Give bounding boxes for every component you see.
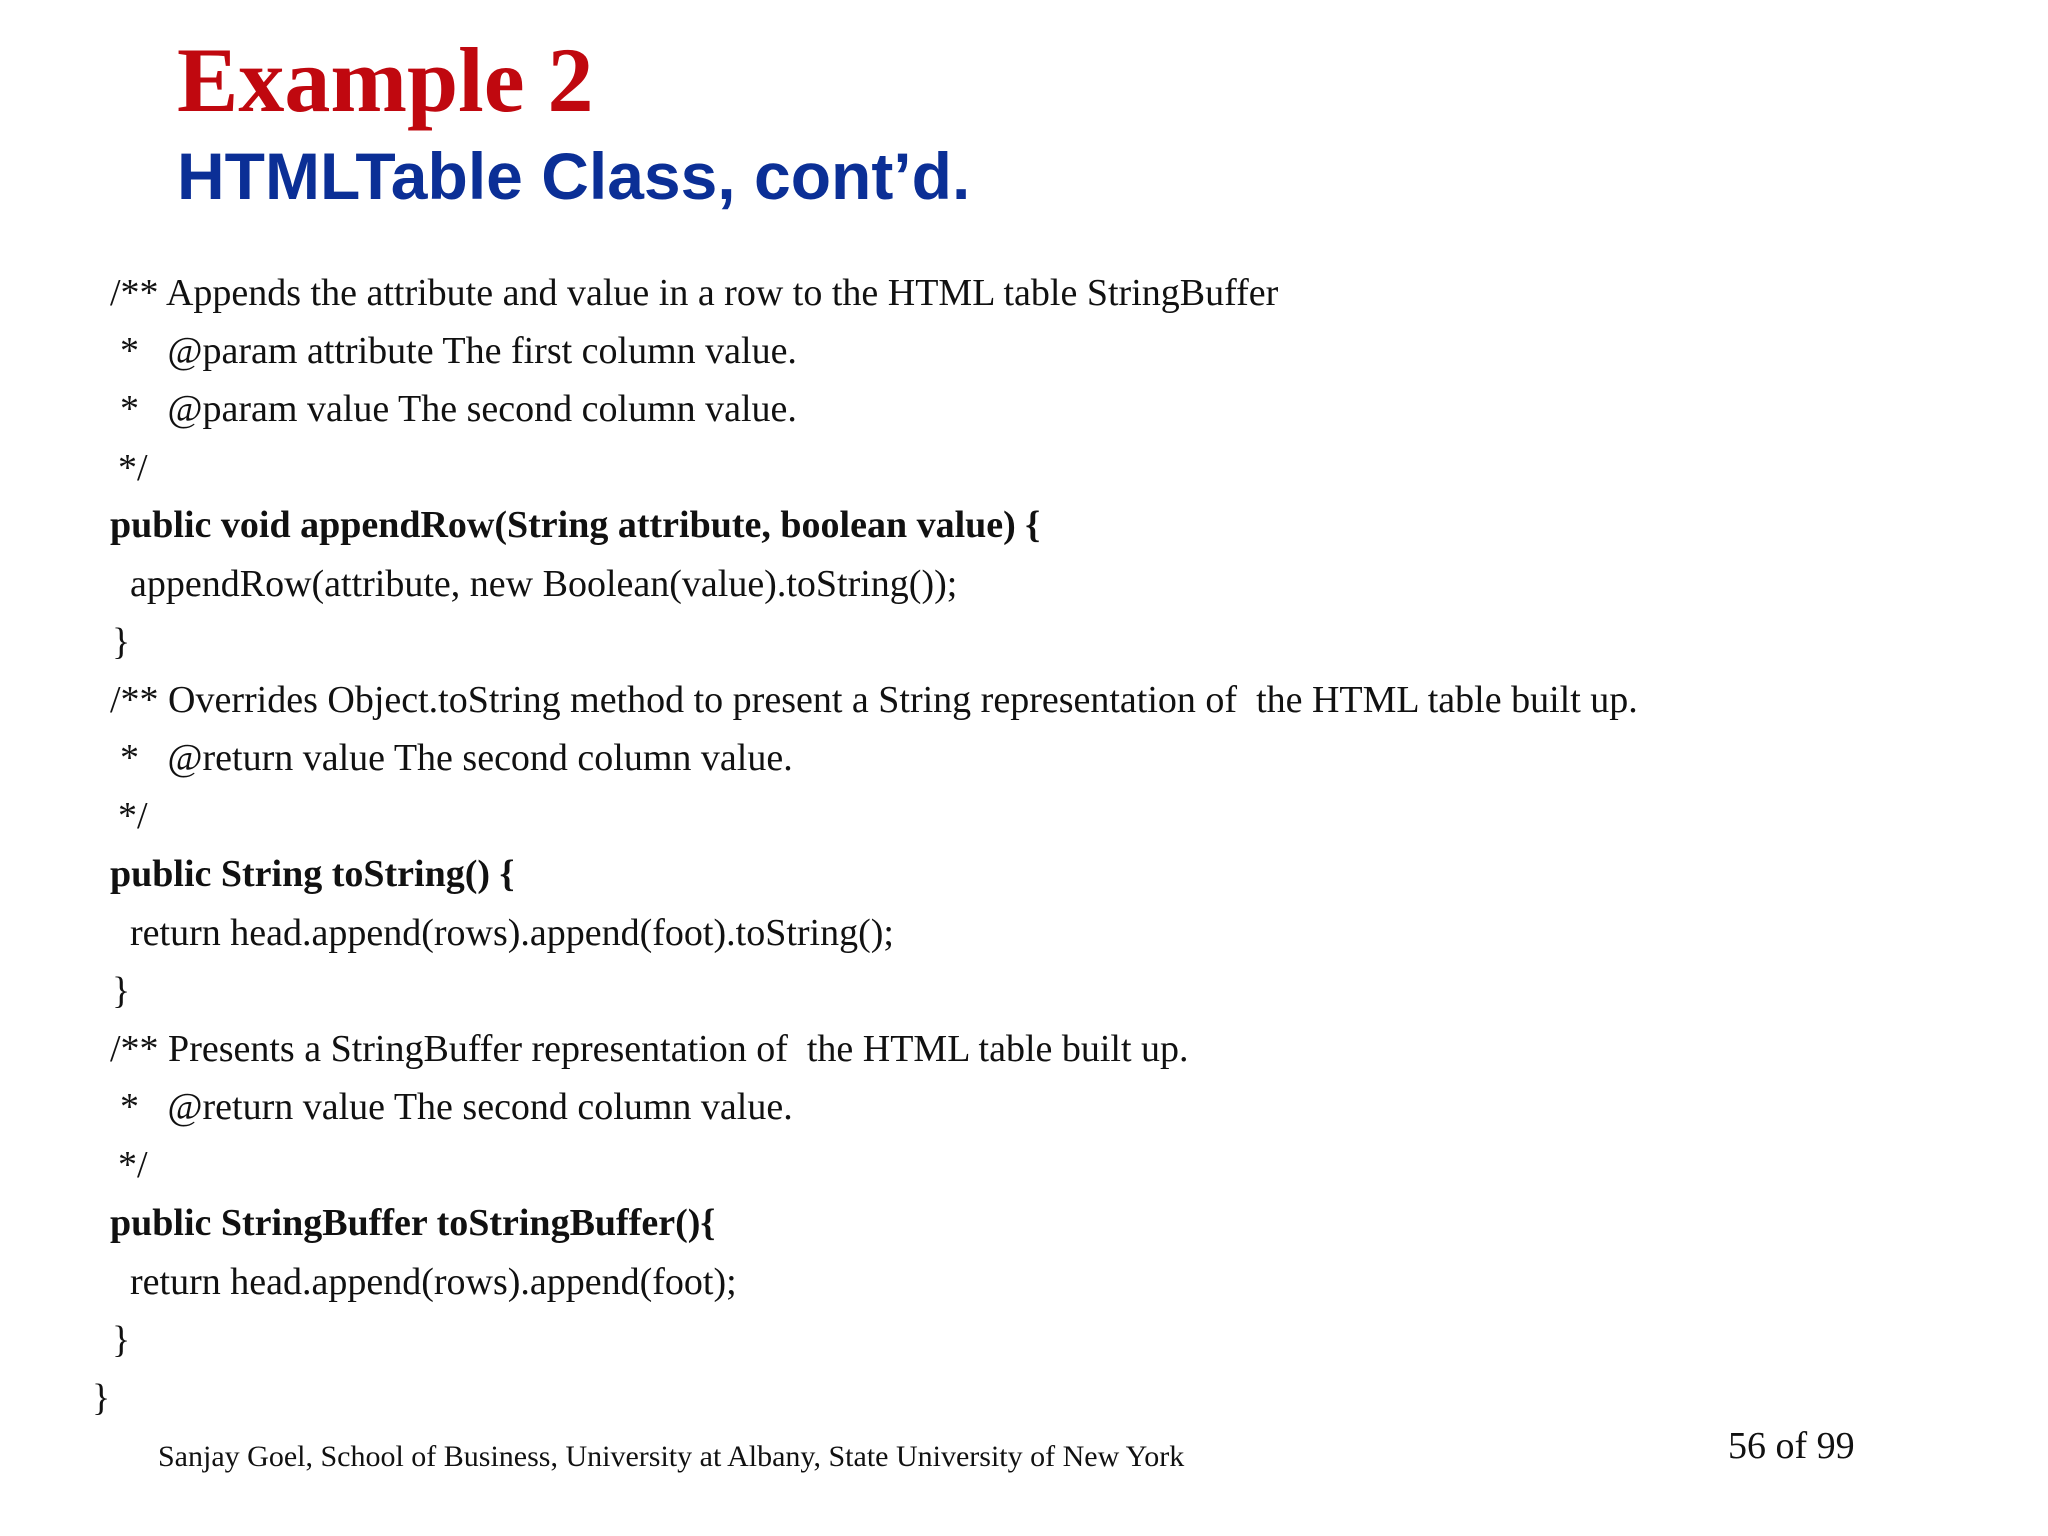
code-line-15: * @return value The second column value. (120, 1086, 793, 1128)
code-line-17: public StringBuffer toStringBuffer(){ (110, 1202, 716, 1244)
page-number: 56 of 99 (1728, 1425, 1855, 1467)
code-line-13: } (112, 970, 131, 1012)
code-line-12: return head.append(rows).append(foot).toString(); (130, 912, 894, 954)
slide-footer: Sanjay Goel, School of Business, University at Albany, State University of New York (158, 1440, 1185, 1473)
code-line-6: appendRow(attribute, new Boolean(value).toString()); (130, 563, 958, 605)
code-line-19: } (112, 1319, 131, 1361)
code-line-4: */ (118, 447, 148, 489)
code-line-1: /** Appends the attribute and value in a row to the HTML table StringBuffer (110, 272, 1279, 314)
code-line-10: */ (118, 795, 148, 837)
code-line-7: } (112, 621, 131, 663)
code-line-20: } (92, 1377, 111, 1419)
code-line-9: * @return value The second column value. (120, 737, 793, 779)
code-line-5: public void appendRow(String attribute, boolean value) { (110, 504, 1041, 546)
code-line-18: return head.append(rows).append(foot); (130, 1261, 737, 1303)
slide-subtitle: HTMLTable Class, cont’d. (177, 139, 971, 213)
code-line-16: */ (118, 1144, 148, 1186)
code-line-3: * @param value The second column value. (120, 388, 797, 430)
code-line-14: /** Presents a StringBuffer representation of the HTML table built up. (110, 1028, 1189, 1070)
code-line-8: /** Overrides Object.toString method to present a String representation of the HTML table built up. (110, 679, 1638, 721)
code-line-2: * @param attribute The first column value. (120, 330, 797, 372)
slide-title: Example 2 (177, 29, 594, 131)
code-line-11: public String toString() { (110, 853, 515, 895)
